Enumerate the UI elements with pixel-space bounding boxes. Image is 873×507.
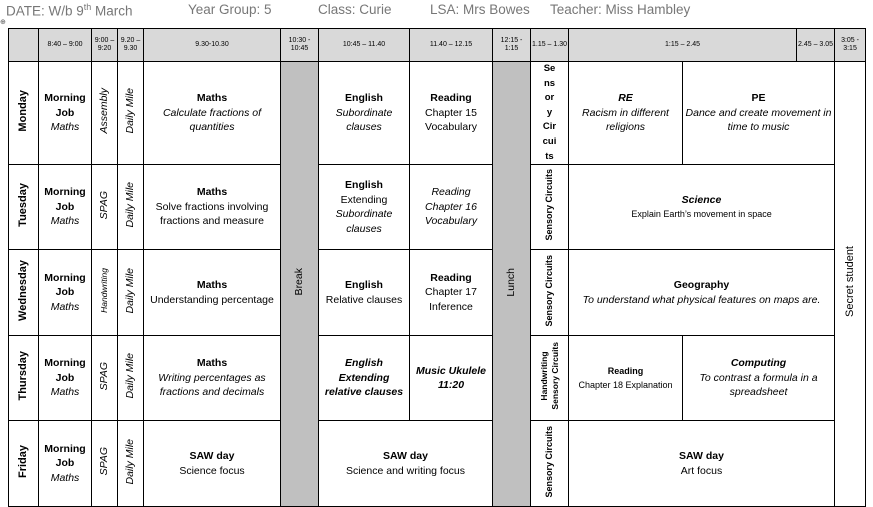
spag-cell: SPAG (92, 165, 118, 250)
time-slot: 1.15 – 1.30 (531, 29, 569, 62)
time-header-row (9, 29, 866, 62)
re-cell: RE Racism in different religions (569, 62, 683, 165)
tuesday-row (9, 165, 866, 250)
saw-day-cell: SAW day Art focus (569, 421, 835, 507)
morning-job-cell: Morning Job Maths (39, 336, 92, 421)
teacher-label: Teacher: Miss Hambley (550, 2, 691, 17)
wednesday-row (9, 250, 866, 336)
music-cell: Music Ukulele 11:20 (410, 336, 493, 421)
timetable (8, 28, 866, 507)
lunch-column: Lunch (493, 62, 531, 507)
reading-cell: Reading Chapter 18 Explanation (569, 336, 683, 421)
reading-cell: Reading Chapter 15 Vocabulary (410, 62, 493, 165)
time-slot: 9:00 – 9:20 (92, 29, 118, 62)
english-cell: English Relative clauses (319, 250, 410, 336)
spag-cell: SPAG (92, 421, 118, 507)
friday-row (9, 421, 866, 507)
thursday-row (9, 336, 866, 421)
pe-cell: PE Dance and create movement in time to music (683, 62, 835, 165)
date-label: DATE: W/b 9th March (6, 2, 133, 19)
sensory-circuits-cell: Se ns or y Cir cui ts (531, 62, 569, 165)
english-cell: English Subordinate clauses (319, 62, 410, 165)
saw-day-cell: SAW day Science focus (144, 421, 281, 507)
table-move-handle-icon[interactable]: ⊕ (0, 19, 6, 26)
assembly-cell: Assembly (92, 62, 118, 165)
day-label: Friday (9, 421, 39, 507)
sensory-circuits-cell: Sensory Circuits (531, 165, 569, 250)
time-slot: 2.45 – 3.05 (797, 29, 835, 62)
english-cell: English Extending relative clauses (319, 336, 410, 421)
lsa-label: LSA: Mrs Bowes (430, 2, 530, 17)
reading-cell: Reading Chapter 17 Inference (410, 250, 493, 336)
computing-cell: Computing To contrast a formula in a spreadsheet (683, 336, 835, 421)
day-label: Wednesday (9, 250, 39, 336)
geography-cell: Geography To understand what physical features on maps are. (569, 250, 835, 336)
time-slot: 10:30 - 10:45 (281, 29, 319, 62)
morning-job-cell: Morning Job Maths (39, 421, 92, 507)
maths-cell: Maths Writing percentages as fractions and decimals (144, 336, 281, 421)
day-label: Thursday (9, 336, 39, 421)
day-label: Tuesday (9, 165, 39, 250)
time-slot: 9.30-10.30 (144, 29, 281, 62)
sensory-circuits-cell: Sensory Circuits (531, 250, 569, 336)
monday-row (9, 62, 866, 165)
morning-job-cell: Morning Job Maths (39, 62, 92, 165)
handwriting-cell: Handwriting (92, 250, 118, 336)
header-corner (9, 29, 39, 62)
maths-cell: Maths Calculate fractions of quantities (144, 62, 281, 165)
daily-mile-cell: Daily Mile (118, 336, 144, 421)
maths-cell: Maths Understanding percentage (144, 250, 281, 336)
science-cell: Science Explain Earth’s movement in space (569, 165, 835, 250)
break-column: Break (281, 62, 319, 507)
english-cell: English Extending Subordinate clauses (319, 165, 410, 250)
timetable-header (0, 0, 873, 26)
year-group-label: Year Group: 5 (188, 2, 272, 17)
time-slot: 1:15 – 2.45 (569, 29, 797, 62)
spag-cell: SPAG (92, 336, 118, 421)
time-slot: 9.20 – 9.30 (118, 29, 144, 62)
saw-day-cell: SAW day Science and writing focus (319, 421, 493, 507)
time-slot: 3:05 - 3:15 (835, 29, 866, 62)
time-slot: 12:15 - 1:15 (493, 29, 531, 62)
morning-job-cell: Morning Job Maths (39, 250, 92, 336)
secret-student-column: Secret student (835, 62, 866, 507)
daily-mile-cell: Daily Mile (118, 165, 144, 250)
day-label: Monday (9, 62, 39, 165)
daily-mile-cell: Daily Mile (118, 62, 144, 165)
class-label: Class: Curie (318, 2, 392, 17)
reading-cell: Reading Chapter 16 Vocabulary (410, 165, 493, 250)
daily-mile-cell: Daily Mile (118, 421, 144, 507)
morning-job-cell: Morning Job Maths (39, 165, 92, 250)
daily-mile-cell: Daily Mile (118, 250, 144, 336)
time-slot: 11.40 – 12.15 (410, 29, 493, 62)
time-slot: 8:40 – 9:00 (39, 29, 92, 62)
maths-cell: Maths Solve fractions involving fractions and measure (144, 165, 281, 250)
time-slot: 10:45 – 11.40 (319, 29, 410, 62)
sensory-circuits-cell: Sensory Circuits (531, 421, 569, 507)
sensory-circuits-cell: Handwriting Sensory Circuits (531, 336, 569, 421)
